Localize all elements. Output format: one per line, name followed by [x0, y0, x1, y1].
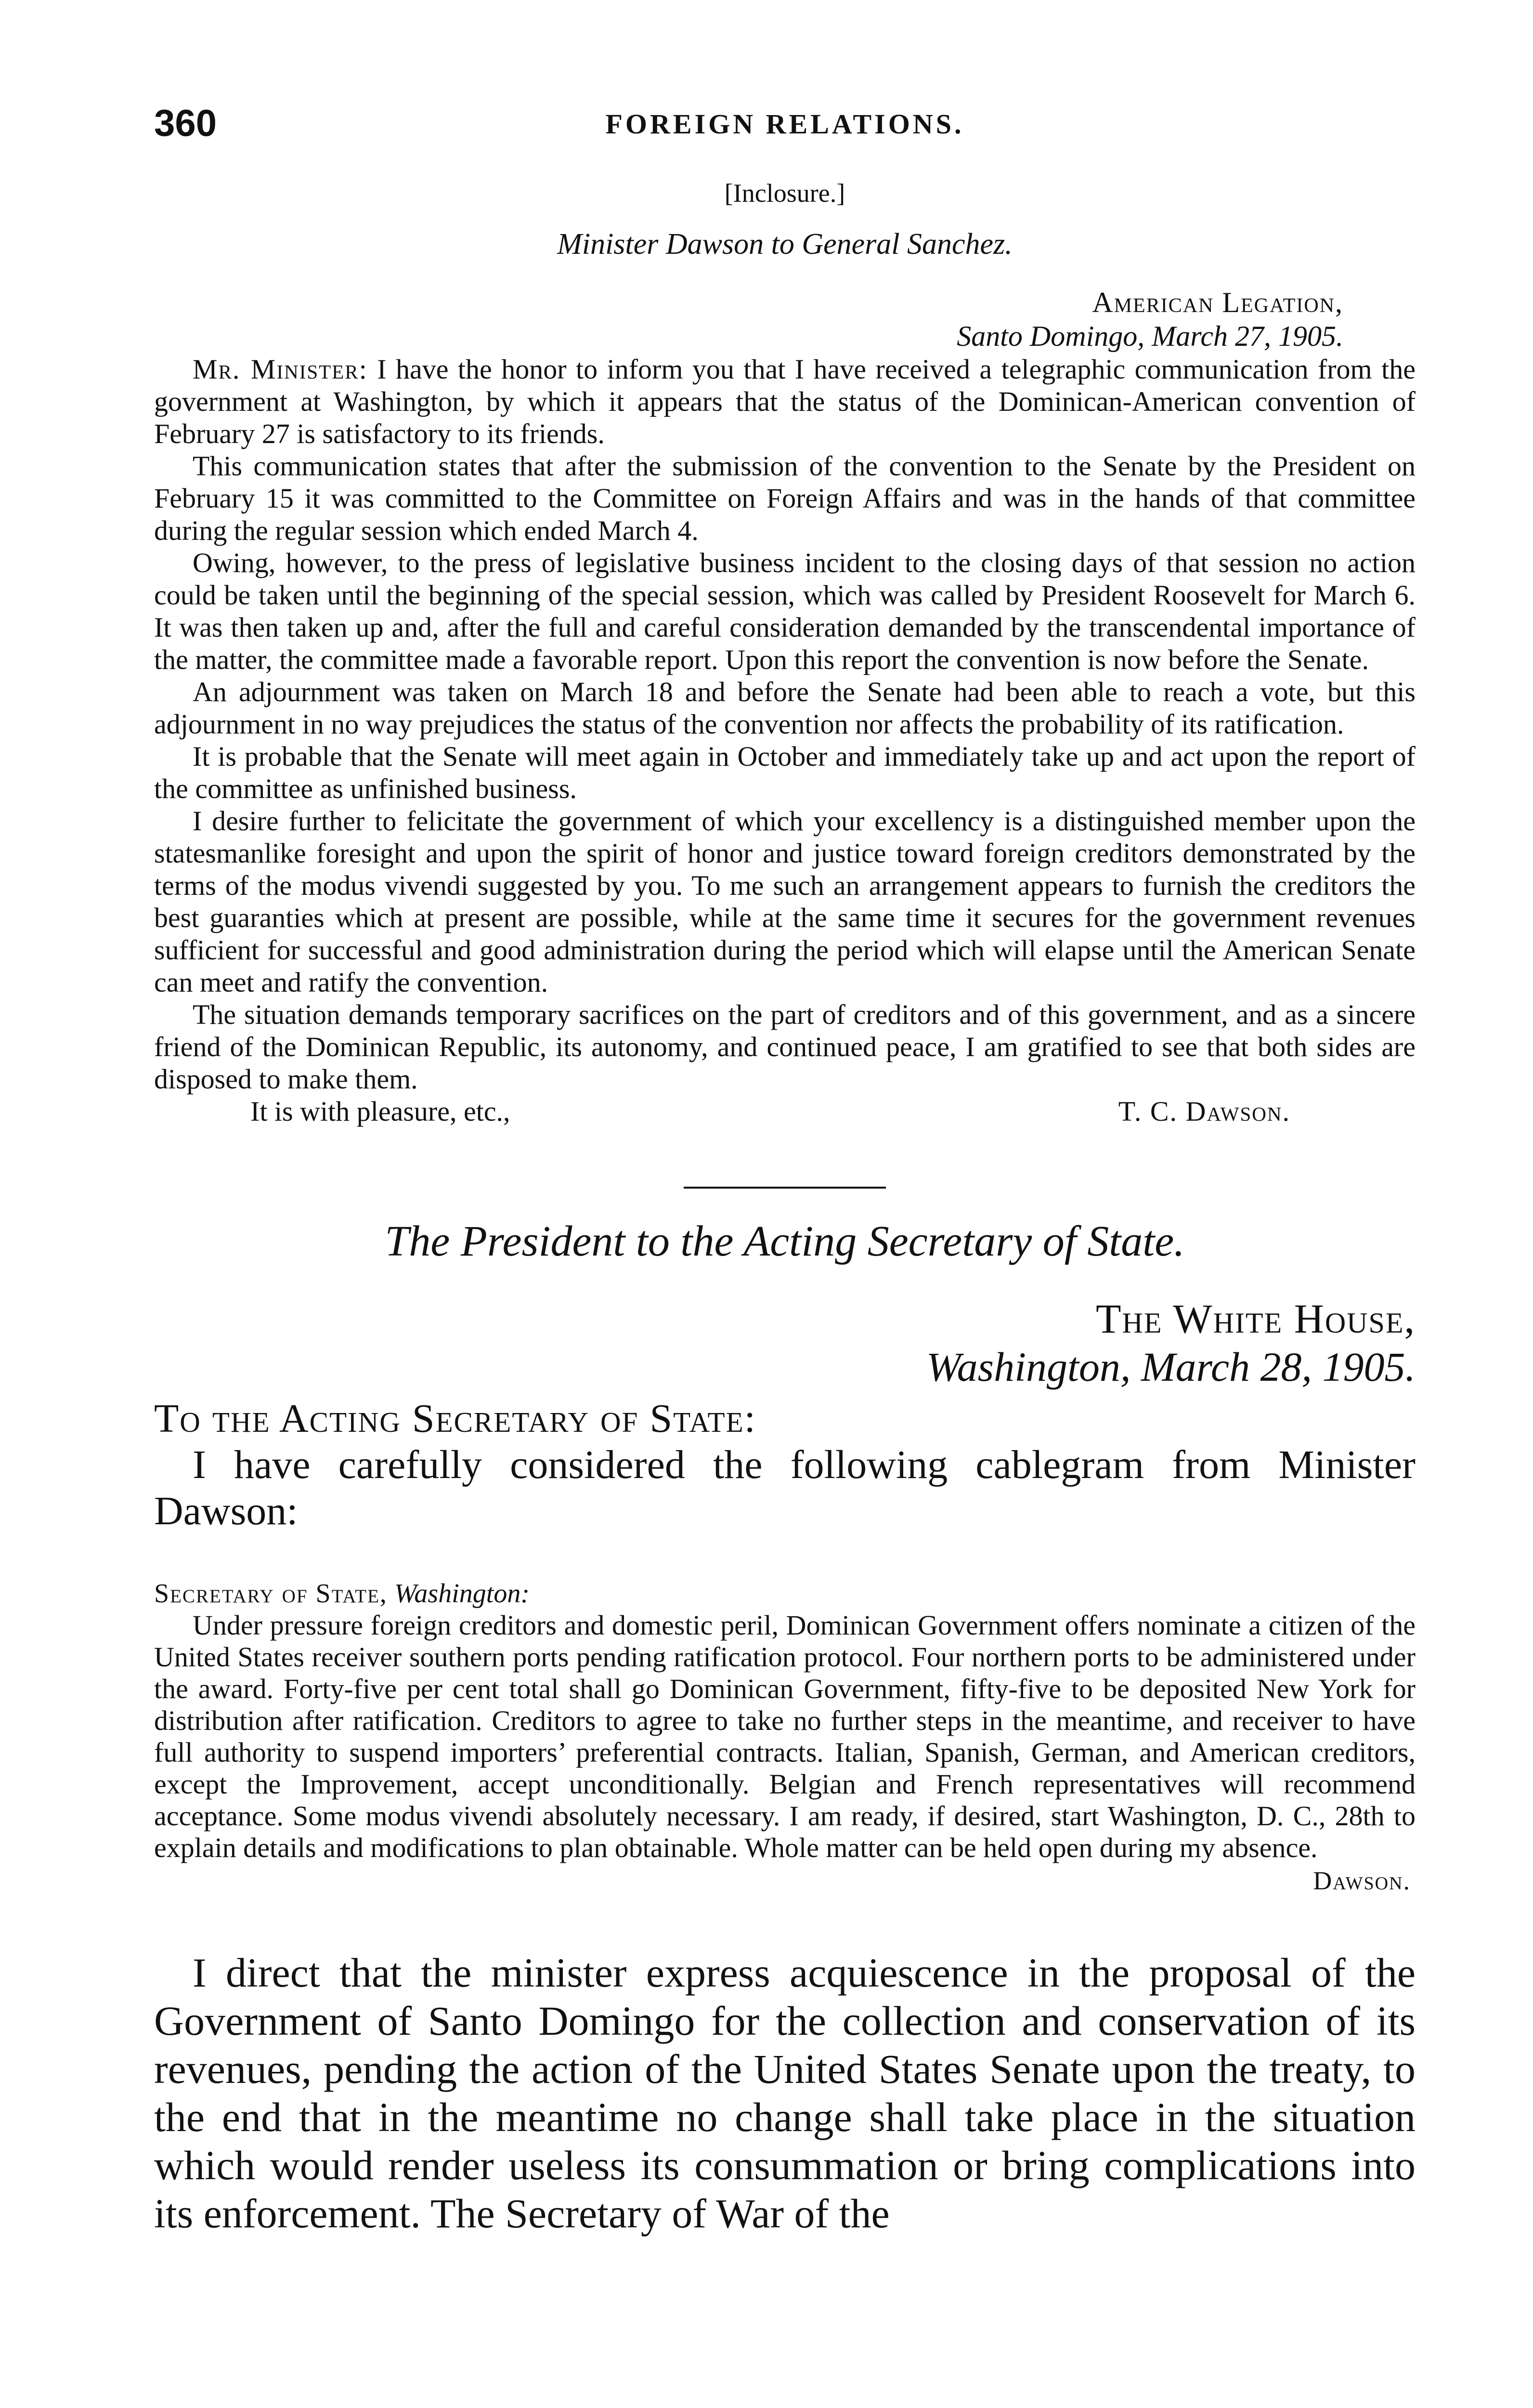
document-page — [154, 101, 1416, 2238]
cable-address — [154, 1578, 1416, 1610]
inclosure-paragraph: Owing, however, to the press of legislative business incident to the closing days of that session no action could be taken until the beginning of the special session, which was called by President Roosevelt for March 6. It was then taken up and, after the full and careful consideration demanded by the transcendental importance of the matter, the committee made a favorable report. Upon this report the convention is now before the Senate. — [154, 547, 1416, 675]
president-dateline — [154, 1295, 1416, 1391]
president-directive: I direct that the minister express acquiescence in the proposal of the Government of Santo Domingo for the collection and conservation of its revenues, pending the action of the United States Senate upon the treaty, to the end that in the meantime no change shall take place in the situation which would render useless its consummation or bring complications into its enforcement. The Secretary of War of the — [154, 1950, 1416, 2237]
cable-address-place: Washington: — [394, 1579, 530, 1609]
inclosure-label: [Inclosure.] — [724, 179, 845, 208]
page-header — [154, 101, 1416, 159]
inclosure-salutation: Mr. Minister: — [193, 353, 368, 385]
president-salutation: To the Acting Secretary of State: — [154, 1396, 756, 1441]
inclosure-date: Santo Domingo, March 27, 1905. — [957, 320, 1343, 352]
president-date: Washington, March 28, 1905. — [926, 1344, 1416, 1390]
inclosure-title: Minister Dawson to General Sanchez. — [557, 228, 1013, 261]
cable-address-label: Secretary of State, — [154, 1579, 388, 1609]
cable-signature: Dawson. — [1313, 1866, 1411, 1895]
inclosure-body — [154, 353, 1416, 1129]
inclosure-signature: T. C. Dawson. — [1118, 1096, 1290, 1127]
inclosure-paragraph: I desire further to felicitate the government of which your excellency is a distinguished member upon the statesmanlike foresight and upon the spirit of honor and justice toward foreign creditors demonstrated by the terms of the modus vivendi suggested by you. To me such an arrangement appears to furnish the creditors the best guaranties which at present are possible, while at the same time it secures for the government revenues sufficient for successful and good administration during the period which will elapse until the American Senate can meet and ratify the convention. — [154, 805, 1416, 998]
president-letter-title: The President to the Acting Secretary of State. — [385, 1217, 1185, 1265]
inclosure-closing: It is with pleasure, etc., — [250, 1096, 510, 1127]
page-number: 360 — [154, 102, 217, 144]
inclosure-signoff — [154, 1095, 1416, 1129]
president-intro: I have carefully considered the following cablegram from Minister Dawson: — [154, 1442, 1416, 1533]
inclosure-place: American Legation, — [1092, 287, 1343, 318]
inclosure-dateline — [154, 286, 1416, 353]
inclosure-paragraph: It is probable that the Senate will meet again in October and immediately take up and act upon the report of the committee as unfinished business. — [154, 741, 1416, 804]
inclosure-paragraph: Mr. Minister: I have the honor to inform you that I have received a telegraphic communication from the government at Washington, by which it appears that the status of the Dominican-American convention of February 27 is satisfactory to its friends. — [154, 353, 1416, 449]
section-divider — [684, 1187, 886, 1189]
inclosure-paragraph: The situation demands temporary sacrifices on the part of creditors and of this government, and as a sincere friend of the Dominican Republic, its autonomy, and continued peace, I am gratified to see that both sides are disposed to make them. — [154, 999, 1416, 1095]
inclosure-paragraph: This communication states that after the submission of the convention to the Senate by the President on February 15 it was committed to the Committee on Foreign Affairs and was in the hands of that committee during the regular session which ended March 4. — [154, 450, 1416, 546]
president-place: The White House, — [1095, 1296, 1416, 1342]
running-head: FOREIGN RELATIONS. — [605, 108, 964, 140]
inclosure-paragraph: An adjournment was taken on March 18 and before the Senate had been able to reach a vote, but this adjournment in no way prejudices the status of the convention nor affects the probability of its ratification. — [154, 676, 1416, 740]
cable-text: Under pressure foreign creditors and domestic peril, Dominican Government offers nominate a citizen of the United States receiver southern ports pending ratification protocol. Four northern ports to be administered under the award. Forty-five per cent total shall go Dominican Government, fifty-five to be deposited New York for distribution after ratification. Creditors to agree to take no further steps in the meantime, and receiver to have full authority to suspend importers’ preferential contracts. Italian, Spanish, German, and American creditors, except the Improvement, accept unconditionally. Belgian and French representatives will recommend acceptance. Some modus vivendi absolutely necessary. I am ready, if desired, start Washington, D. C., 28th to explain details and modifications to plan obtainable. Whole matter can be held open during my absence. — [154, 1610, 1416, 1863]
